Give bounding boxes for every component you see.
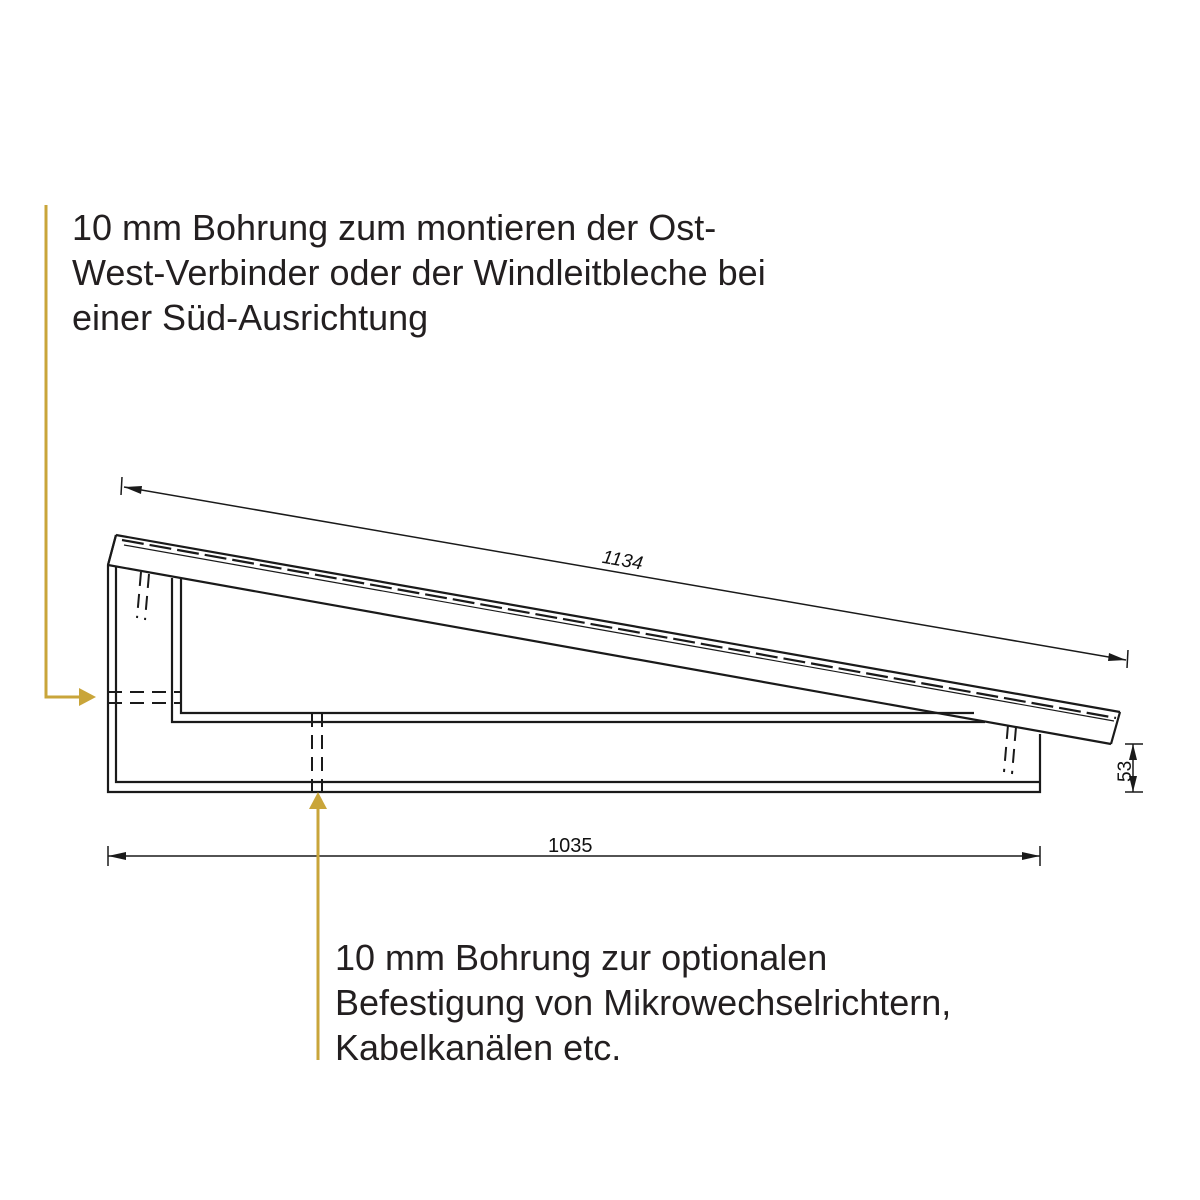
leader-top-arrowhead: [79, 688, 96, 706]
dimension-base: [108, 835, 1040, 866]
leader-bottom-arrowhead: [309, 792, 327, 809]
sloped-rail-bottom: [108, 565, 1111, 744]
rail-hole-right-a: [1004, 725, 1008, 772]
bracket-drawing: [108, 535, 1120, 792]
sloped-rail-back-edge: [108, 535, 116, 565]
hidden-holes: [108, 572, 1016, 792]
callout-bottom-line-2: Befestigung von Mikrowechselrichtern,: [335, 982, 952, 1023]
callout-bottom-line-3: Kabelkanälen etc.: [335, 1027, 622, 1068]
callout-top-line-3: einer Süd-Ausrichtung: [72, 297, 429, 338]
callout-top-line-1: 10 mm Bohrung zum montieren der Ost-: [72, 207, 717, 248]
rail-hole-left-b: [145, 574, 149, 620]
callout-drill-hole-optional: [335, 935, 951, 1070]
rail-hole-left-a: [137, 572, 141, 618]
callout-top-line-2: West-Verbinder oder der Windleitbleche bei: [72, 252, 766, 293]
callout-bottom-line-1: 10 mm Bohrung zur optionalen: [335, 937, 828, 978]
callout-drill-hole-east-west: [72, 205, 766, 340]
dimension-base-label: 1035: [548, 835, 593, 857]
leader-bottom: [309, 792, 327, 1060]
dimension-height: [1115, 744, 1143, 792]
dimension-sloped-label: 1134: [600, 546, 645, 575]
bracket-outer-profile: [108, 535, 1040, 792]
dimension-height-label: 53: [1115, 760, 1136, 782]
rail-hole-right-b: [1012, 727, 1016, 774]
dimension-sloped: [121, 477, 1128, 668]
